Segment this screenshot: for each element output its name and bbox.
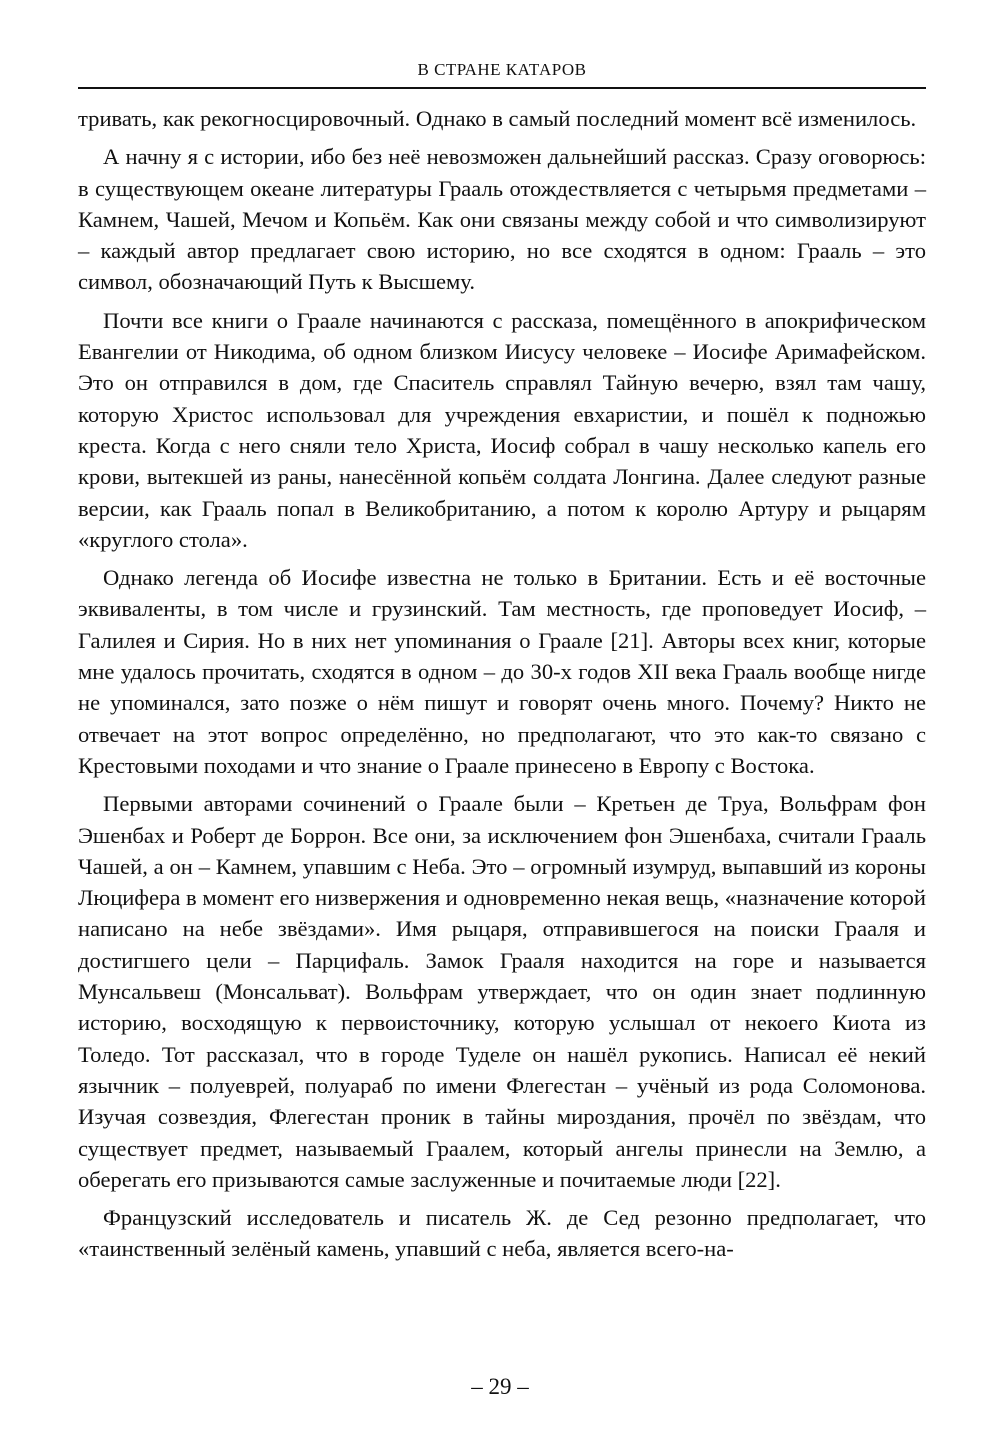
- running-head: В СТРАНЕ КАТАРОВ: [417, 60, 587, 79]
- page-number: – 29 –: [471, 1374, 529, 1399]
- paragraph: Почти все книги о Граале начинаются с рассказа, помещённого в апокрифическом Евангелии от Никодима, об одном близком Иисусу человеке – Иосифе Аримафейском. Это он отправился в дом, где Спаситель справлял Тайную вечерю, взял там чашу, которую Христос использовал для учреждения евхаристии, и пошёл к подножью креста. Когда с него сняли тело Христа, Иосиф собрал в чашу несколько капель его крови, вытекшей из раны, нанесённой копьём солдата Лонгина. Далее следуют разные версии, как Грааль попал в Великобританию, а потом к королю Артуру и рыцарям «круглого стола».: [78, 307, 926, 552]
- paragraph: Первыми авторами сочинений о Граале были – Кретьен де Труа, Вольфрам фон Эшенбах и Роберт де Боррон. Все они, за исключением фон Эшенбаха, считали Грааль Чашей, а он – Камнем, упавшим с Неба. Это – огромный изумруд, выпавший из короны Люцифера в момент его низвержения и одновременно некая вещь, «назначение которой написано на небе звёздами». Имя рыцаря, отправившегося на поиски Грааля и достигшего цели – Парцифаль. Замок Грааля находится на горе и называется Мунсальвеш (Монсальват). Вольфрам утверждает, что он один знает подлинную историю, восходящую к первоисточнику, которую услышал от некоего Киота из Толедо. Тот рассказал, что в городе Туделе он нашёл рукопись. Написал её некий язычник – полуеврей, полуараб по имени Флегестан – учёный из рода Соломонова. Изучая созвездия, Флегестан проник в тайны мироздания, прочёл по звёздам, что существует предмет, называемый Граалем, который ангелы принесли на Землю, а оберегать его призываются самые заслуженные и почитаемые люди [22].: [78, 791, 926, 1192]
- paragraph-continued: тривать, как рекогносцировочный. Однако в самый последний момент всё изменилось.: [78, 106, 917, 131]
- paragraph: Французский исследователь и писатель Ж. де Сед резонно предполагает, что «таинственный зелёный камень, упавший с неба, является всего-на-: [78, 1205, 926, 1262]
- book-page: [78, 60, 926, 1265]
- header-rule: [78, 87, 926, 89]
- body-text: [78, 103, 926, 1265]
- paragraph: Однако легенда об Иосифе известна не только в Британии. Есть и её восточные эквиваленты, в том числе и грузинский. Там местность, где проповедует Иосиф, – Галилея и Сирия. Но в них нет упоминания о Граале [21]. Авторы всех книг, которые мне удалось прочитать, сходятся в одном – до 30-х годов XII века Грааль вообще нигде не упоминался, зато позже о нём пишут и говорят очень много. Почему? Никто не отвечает на этот вопрос определённо, но предполагают, что это как-то связано с Крестовыми походами и что знание о Граале принесено в Европу с Востока.: [78, 565, 926, 778]
- paragraph: А начну я с истории, ибо без неё невозможен дальнейший рассказ. Сразу оговорюсь: в существующем океане литературы Грааль отождествляется с четырьмя предметами – Камнем, Чашей, Мечом и Копьём. Как они связаны между собой и что символизируют – каждый автор предлагает свою историю, но все сходятся в одном: Грааль – это символ, обозначающий Путь к Высшему.: [78, 144, 926, 295]
